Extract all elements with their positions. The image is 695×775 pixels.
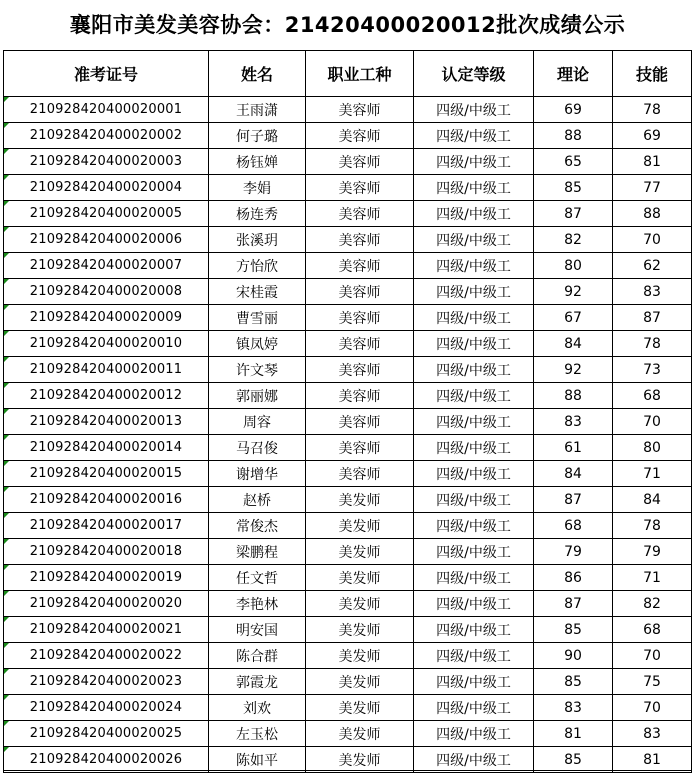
cell-theory[interactable]: 84	[534, 331, 613, 357]
cell-name[interactable]: 郭丽娜	[209, 383, 306, 409]
cell-name[interactable]: 谢增华	[209, 461, 306, 487]
cell-id[interactable]: 210928420400020007	[4, 253, 209, 279]
cell-name[interactable]: 刘欢	[209, 695, 306, 721]
cell-id[interactable]: 210928420400020025	[4, 721, 209, 747]
cell-skill[interactable]: 62	[613, 253, 692, 279]
cell-id[interactable]: 210928420400020003	[4, 149, 209, 175]
table-row	[4, 643, 692, 669]
cell-occupation[interactable]: 美容师	[306, 149, 414, 175]
cell-id[interactable]: 210928420400020015	[4, 461, 209, 487]
cell-skill[interactable]: 70	[613, 695, 692, 721]
cell-occupation[interactable]: 美容师	[306, 201, 414, 227]
table-row	[4, 669, 692, 695]
table-row	[4, 279, 692, 305]
cell-id[interactable]: 210928420400020016	[4, 487, 209, 513]
cell-id[interactable]: 210928420400020009	[4, 305, 209, 331]
cell-theory[interactable]: 87	[534, 591, 613, 617]
table-row	[4, 357, 692, 383]
table-row	[4, 565, 692, 591]
cell-name[interactable]: 郭霞龙	[209, 669, 306, 695]
cell-level[interactable]: 四级/中级工	[414, 461, 534, 487]
cell-skill[interactable]: 78	[613, 97, 692, 123]
cell-theory[interactable]: 82	[534, 227, 613, 253]
cell-skill[interactable]: 68	[613, 383, 692, 409]
cell-level[interactable]: 四级/中级工	[414, 97, 534, 123]
table-row	[4, 383, 692, 409]
cell-skill[interactable]: 78	[613, 513, 692, 539]
table-row	[4, 747, 692, 773]
cell-name[interactable]: 赵桥	[209, 487, 306, 513]
cell-name[interactable]: 镇凤婷	[209, 331, 306, 357]
cell-skill[interactable]: 69	[613, 123, 692, 149]
cell-theory[interactable]: 83	[534, 409, 613, 435]
cell-occupation[interactable]: 美容师	[306, 435, 414, 461]
table-row	[4, 227, 692, 253]
cell-theory[interactable]: 68	[534, 513, 613, 539]
cell-occupation[interactable]: 美发师	[306, 539, 414, 565]
cell-level[interactable]: 四级/中级工	[414, 305, 534, 331]
table-row	[4, 617, 692, 643]
cell-name[interactable]: 王雨潇	[209, 97, 306, 123]
cell-name[interactable]: 宋桂霞	[209, 279, 306, 305]
table-row	[4, 149, 692, 175]
cell-level[interactable]: 四级/中级工	[414, 643, 534, 669]
cell-theory[interactable]: 85	[534, 617, 613, 643]
cell-id[interactable]: 210928420400020020	[4, 591, 209, 617]
cell-occupation[interactable]: 美容师	[306, 331, 414, 357]
cell-occupation[interactable]: 美发师	[306, 643, 414, 669]
cell-name[interactable]: 马召俊	[209, 435, 306, 461]
cell-name[interactable]: 曹雪丽	[209, 305, 306, 331]
cell-level[interactable]: 四级/中级工	[414, 279, 534, 305]
cell-level[interactable]: 四级/中级工	[414, 591, 534, 617]
header-id[interactable]: 准考证号	[4, 51, 209, 97]
cell-occupation[interactable]: 美发师	[306, 565, 414, 591]
cell-level[interactable]: 四级/中级工	[414, 253, 534, 279]
cell-occupation[interactable]: 美容师	[306, 305, 414, 331]
cell-theory[interactable]: 85	[534, 669, 613, 695]
cell-level[interactable]: 四级/中级工	[414, 383, 534, 409]
cell-skill[interactable]: 75	[613, 669, 692, 695]
table-row	[4, 201, 692, 227]
cell-skill[interactable]: 70	[613, 227, 692, 253]
cell-skill[interactable]: 70	[613, 409, 692, 435]
cell-name[interactable]: 张溪玥	[209, 227, 306, 253]
cell-id[interactable]: 210928420400020024	[4, 695, 209, 721]
cell-skill[interactable]: 82	[613, 591, 692, 617]
cell-skill[interactable]: 83	[613, 721, 692, 747]
cell-id[interactable]: 210928420400020008	[4, 279, 209, 305]
cell-name[interactable]: 常俊杰	[209, 513, 306, 539]
cell-occupation[interactable]: 美发师	[306, 669, 414, 695]
cell-level[interactable]: 四级/中级工	[414, 617, 534, 643]
table-row	[4, 461, 692, 487]
cell-theory[interactable]: 86	[534, 565, 613, 591]
cell-theory[interactable]: 79	[534, 539, 613, 565]
cell-occupation[interactable]: 美容师	[306, 123, 414, 149]
cell-occupation[interactable]: 美发师	[306, 487, 414, 513]
cell-occupation[interactable]: 美容师	[306, 279, 414, 305]
cell-id[interactable]: 210928420400020010	[4, 331, 209, 357]
cell-theory[interactable]: 83	[534, 695, 613, 721]
table-row	[4, 513, 692, 539]
cell-occupation[interactable]: 美发师	[306, 617, 414, 643]
cell-occupation[interactable]: 美容师	[306, 253, 414, 279]
cell-id[interactable]: 210928420400020001	[4, 97, 209, 123]
cell-theory[interactable]: 61	[534, 435, 613, 461]
cell-id[interactable]: 210928420400020004	[4, 175, 209, 201]
cell-level[interactable]: 四级/中级工	[414, 175, 534, 201]
cell-id[interactable]: 210928420400020021	[4, 617, 209, 643]
cell-level[interactable]: 四级/中级工	[414, 669, 534, 695]
header-level[interactable]: 认定等级	[414, 51, 534, 97]
header-theory[interactable]: 理论	[534, 51, 613, 97]
table-row	[4, 487, 692, 513]
cell-level[interactable]: 四级/中级工	[414, 227, 534, 253]
cell-theory[interactable]: 87	[534, 201, 613, 227]
cell-theory[interactable]: 90	[534, 643, 613, 669]
header-occupation[interactable]: 职业工种	[306, 51, 414, 97]
cell-id[interactable]: 210928420400020023	[4, 669, 209, 695]
header-row	[4, 51, 692, 97]
cell-id[interactable]: 210928420400020017	[4, 513, 209, 539]
cell-theory[interactable]: 81	[534, 721, 613, 747]
cell-name[interactable]: 周容	[209, 409, 306, 435]
cell-theory[interactable]: 92	[534, 357, 613, 383]
table-row	[4, 253, 692, 279]
cell-theory[interactable]: 87	[534, 487, 613, 513]
cell-occupation[interactable]: 美发师	[306, 513, 414, 539]
cell-id[interactable]: 210928420400020014	[4, 435, 209, 461]
cell-occupation[interactable]: 美容师	[306, 357, 414, 383]
cell-skill[interactable]: 71	[613, 461, 692, 487]
cell-occupation[interactable]: 美容师	[306, 383, 414, 409]
cell-theory[interactable]: 69	[534, 97, 613, 123]
cell-name[interactable]: 任文哲	[209, 565, 306, 591]
cell-occupation[interactable]: 美容师	[306, 461, 414, 487]
table-row	[4, 695, 692, 721]
cell-level[interactable]: 四级/中级工	[414, 513, 534, 539]
next-row-edge	[3, 770, 691, 775]
cell-theory[interactable]: 92	[534, 279, 613, 305]
cell-skill[interactable]: 83	[613, 279, 692, 305]
cell-level[interactable]: 四级/中级工	[414, 409, 534, 435]
cell-level[interactable]: 四级/中级工	[414, 357, 534, 383]
cell-name[interactable]: 杨钰婵	[209, 149, 306, 175]
cell-theory[interactable]: 80	[534, 253, 613, 279]
table-row	[4, 123, 692, 149]
cell-level[interactable]: 四级/中级工	[414, 331, 534, 357]
table-row	[4, 175, 692, 201]
cell-name[interactable]: 陈合群	[209, 643, 306, 669]
cell-theory[interactable]: 85	[534, 175, 613, 201]
cell-name[interactable]: 陈如平	[209, 747, 306, 773]
table-row	[4, 435, 692, 461]
table-row	[4, 331, 692, 357]
header-skill[interactable]: 技能	[613, 51, 692, 97]
cell-id[interactable]: 210928420400020026	[4, 747, 209, 773]
cell-skill[interactable]: 87	[613, 305, 692, 331]
cell-name[interactable]: 何子璐	[209, 123, 306, 149]
cell-id[interactable]: 210928420400020012	[4, 383, 209, 409]
cell-id[interactable]: 210928420400020005	[4, 201, 209, 227]
cell-skill[interactable]: 84	[613, 487, 692, 513]
cell-name[interactable]: 李娟	[209, 175, 306, 201]
cell-level[interactable]: 四级/中级工	[414, 435, 534, 461]
cell-skill[interactable]: 80	[613, 435, 692, 461]
header-name[interactable]: 姓名	[209, 51, 306, 97]
cell-occupation[interactable]: 美发师	[306, 721, 414, 747]
cell-occupation[interactable]: 美发师	[306, 747, 414, 773]
cell-level[interactable]: 四级/中级工	[414, 201, 534, 227]
cell-skill[interactable]: 81	[613, 747, 692, 773]
cell-id[interactable]: 210928420400020002	[4, 123, 209, 149]
cell-skill[interactable]: 73	[613, 357, 692, 383]
cell-theory[interactable]: 65	[534, 149, 613, 175]
cell-id[interactable]: 210928420400020019	[4, 565, 209, 591]
cell-skill[interactable]: 70	[613, 643, 692, 669]
table-row	[4, 305, 692, 331]
cell-skill[interactable]: 68	[613, 617, 692, 643]
cell-level[interactable]: 四级/中级工	[414, 539, 534, 565]
cell-theory[interactable]: 88	[534, 383, 613, 409]
cell-id[interactable]: 210928420400020006	[4, 227, 209, 253]
cell-skill[interactable]: 71	[613, 565, 692, 591]
cell-theory[interactable]: 85	[534, 747, 613, 773]
cell-skill[interactable]: 79	[613, 539, 692, 565]
cell-name[interactable]: 梁鹏程	[209, 539, 306, 565]
cell-occupation[interactable]: 美发师	[306, 695, 414, 721]
cell-name[interactable]: 方怡欣	[209, 253, 306, 279]
cell-level[interactable]: 四级/中级工	[414, 747, 534, 773]
cell-id[interactable]: 210928420400020018	[4, 539, 209, 565]
cell-occupation[interactable]: 美发师	[306, 591, 414, 617]
cell-id[interactable]: 210928420400020013	[4, 409, 209, 435]
cell-name[interactable]: 李艳林	[209, 591, 306, 617]
cell-name[interactable]: 左玉松	[209, 721, 306, 747]
cell-theory[interactable]: 84	[534, 461, 613, 487]
table-row	[4, 97, 692, 123]
cell-id[interactable]: 210928420400020011	[4, 357, 209, 383]
cell-level[interactable]: 四级/中级工	[414, 149, 534, 175]
cell-skill[interactable]: 77	[613, 175, 692, 201]
table-row	[4, 721, 692, 747]
cell-skill[interactable]: 81	[613, 149, 692, 175]
cell-level[interactable]: 四级/中级工	[414, 487, 534, 513]
cell-theory[interactable]: 67	[534, 305, 613, 331]
cell-theory[interactable]: 88	[534, 123, 613, 149]
cell-occupation[interactable]: 美容师	[306, 97, 414, 123]
cell-skill[interactable]: 78	[613, 331, 692, 357]
cell-id[interactable]: 210928420400020022	[4, 643, 209, 669]
table-row	[4, 409, 692, 435]
cell-skill[interactable]: 88	[613, 201, 692, 227]
cell-name[interactable]: 许文琴	[209, 357, 306, 383]
cell-name[interactable]: 杨连秀	[209, 201, 306, 227]
page-title: 襄阳市美发美容协会：21420400020012批次成绩公示	[69, 13, 626, 37]
cell-occupation[interactable]: 美容师	[306, 175, 414, 201]
cell-occupation[interactable]: 美容师	[306, 227, 414, 253]
cell-occupation[interactable]: 美容师	[306, 409, 414, 435]
cell-name[interactable]: 明安国	[209, 617, 306, 643]
table-body	[4, 97, 692, 773]
cell-level[interactable]: 四级/中级工	[414, 695, 534, 721]
results-table	[3, 50, 692, 773]
cell-level[interactable]: 四级/中级工	[414, 123, 534, 149]
cell-level[interactable]: 四级/中级工	[414, 721, 534, 747]
table-row	[4, 591, 692, 617]
cell-level[interactable]: 四级/中级工	[414, 565, 534, 591]
table-row	[4, 539, 692, 565]
